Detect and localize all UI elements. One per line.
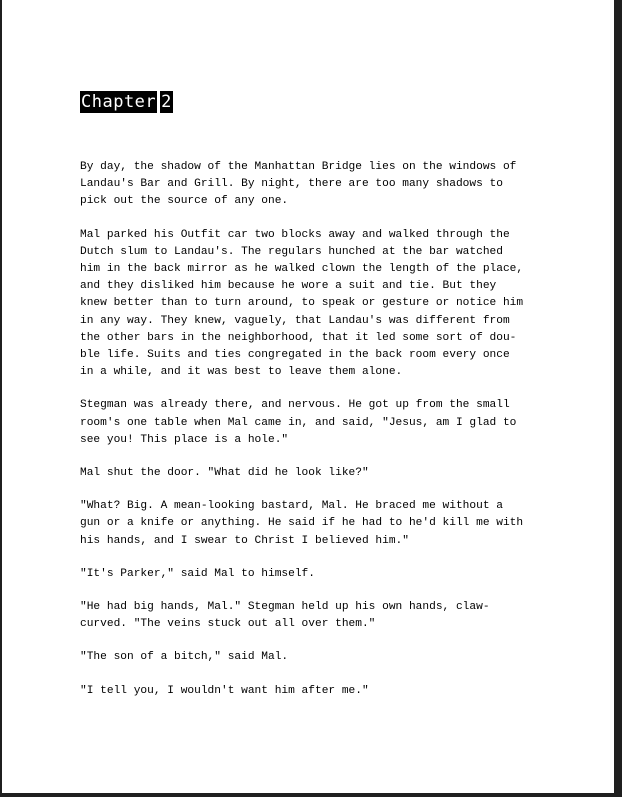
chapter-number: 2 — [161, 92, 172, 112]
paragraph: Stegman was already there, and nervous. He got up from the small room's one table when Mal came in, and said, "Jesus, am I glad to see you! This place is a hole." — [80, 399, 517, 446]
paragraph: Mal shut the door. "What did he look like?" — [80, 467, 369, 480]
paragraph: "I tell you, I wouldn't want him after me." — [80, 684, 369, 697]
paragraph: "What? Big. A mean-looking bastard, Mal. He braced me without a gun or a knife or anything. He said if he had to he'd kill me with his hands, and I swear to Christ I believed him." — [80, 500, 524, 547]
chapter-body — [80, 159, 550, 716]
chapter-heading — [80, 91, 173, 113]
chapter-word: Chapter — [81, 92, 157, 112]
paragraph: "It's Parker," said Mal to himself. — [80, 567, 315, 580]
paragraph: By day, the shadow of the Manhattan Bridge lies on the windows of Landau's Bar and Grill. By night, there are too many shadows to pick out the source of any one. — [80, 161, 517, 208]
paragraph: "He had big hands, Mal." Stegman held up his own hands, claw- curved. "The veins stuck out all over them." — [80, 601, 490, 631]
paragraph: Mal parked his Outfit car two blocks away and walked through the Dutch slum to Landau's. The regulars hunched at the bar watched him in the back mirror as he walked clown the length of the place, and they disliked him because he wore a suit and tie. But they knew better than to turn around, to speak or gesture or notice him in any way. They knew, vaguely, that Landau's was different from the other bars in the neighborhood, that it led some sort of dou- ble life. Suits and ties congregated in the back room every once in a while, and it was best to leave them alone. — [80, 228, 524, 379]
document-page — [2, 0, 614, 793]
paragraph: "The son of a bitch," said Mal. — [80, 651, 289, 664]
